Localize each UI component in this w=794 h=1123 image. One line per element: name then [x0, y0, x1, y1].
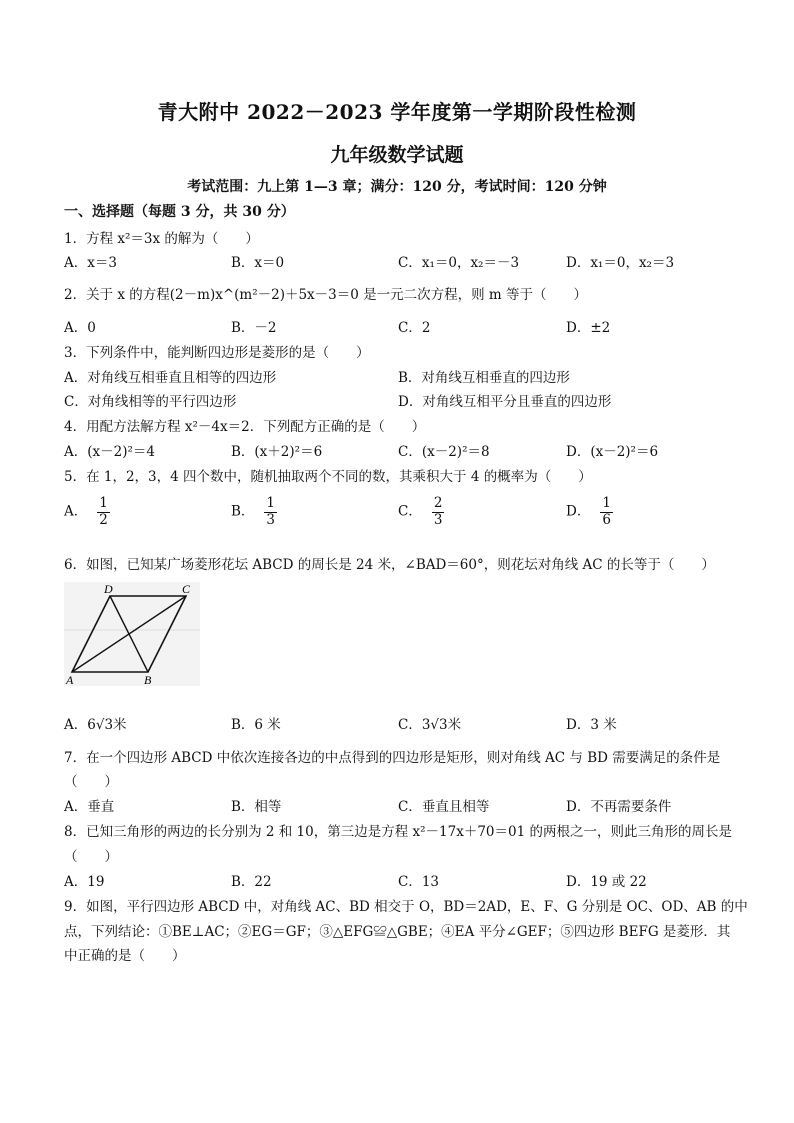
q5-d-fraction	[600, 496, 613, 528]
vertex-c-label: C	[182, 582, 191, 596]
q3-option-d: D．对角线互相平分且垂直的四边形	[398, 394, 612, 410]
question-9-line-3: 中正确的是（ ）	[64, 948, 186, 964]
q4-option-c: C．(x－2)²＝8	[398, 444, 490, 460]
q5-d-denominator: 6	[602, 511, 611, 528]
q7-option-c: C．垂直且相等	[398, 799, 490, 815]
q1-option-d: D．x₁＝0，x₂＝3	[566, 255, 675, 271]
question-9-line-1: 9．如图，平行四边形 ABCD 中，对角线 AC、BD 相交于 O，BD＝2AD，E、F、G 分别是 OC、OD、AB 的中	[64, 899, 748, 915]
q5-a-label: A．	[64, 503, 88, 520]
q5-a-denominator: 2	[99, 511, 108, 528]
q1-option-c: C．x₁＝0，x₂＝－3	[398, 255, 520, 271]
question-3: 3．下列条件中，能判断四边形是菱形的是（ ）	[64, 345, 370, 361]
vertex-b-label: B	[144, 673, 152, 686]
exam-subtitle: 九年级数学试题	[330, 144, 464, 166]
q7-option-d: D．不再需要条件	[566, 799, 672, 815]
q4-option-b: B．(x＋2)²＝6	[231, 444, 323, 460]
q6-option-b: B．6 米	[231, 717, 281, 733]
q5-b-denominator: 3	[266, 511, 276, 528]
q7-option-b: B．相等	[231, 799, 282, 815]
q7-option-a: A．垂直	[64, 799, 115, 815]
q5-a-fraction	[97, 496, 110, 528]
question-5: 5．在 1，2，3，4 四个数中，随机抽取两个不同的数，其乘积大于 4 的概率为（ ）	[64, 469, 592, 485]
q1-option-b: B．x＝0	[231, 255, 285, 271]
q3-option-b: B．对角线互相垂直的四边形	[398, 370, 570, 386]
rhombus-diagram	[64, 582, 200, 686]
q8-option-b: B．22	[231, 874, 272, 890]
q5-b-label: B．	[231, 503, 255, 520]
q3-option-a: A．对角线互相垂直且相等的四边形	[64, 370, 277, 386]
q5-c-label: C．	[398, 503, 422, 520]
question-4: 4．用配方法解方程 x²－4x＝2．下列配方正确的是（ ）	[64, 419, 426, 435]
q4-option-a: A．(x－2)²＝4	[64, 444, 155, 460]
q5-option-d	[566, 496, 613, 528]
q6-option-a: A．6√3米	[64, 717, 127, 733]
q6-option-c: C．3√3米	[398, 717, 462, 733]
q1-option-a: A．x＝3	[64, 255, 117, 271]
q6-option-d: D．3 米	[566, 717, 617, 733]
q5-c-numerator: 2	[433, 495, 443, 511]
q5-b-fraction	[264, 496, 277, 528]
q2-option-b: B．－2	[231, 320, 277, 336]
q4-option-d: D．(x－2)²＝6	[566, 444, 659, 460]
question-8-blank: （ ）	[64, 849, 118, 865]
q5-option-a	[64, 496, 110, 528]
exam-info: 考试范围：九上第 1—3 章；满分：120 分，考试时间：120 分钟	[187, 179, 607, 195]
question-7: 7．在一个四边形 ABCD 中依次连接各边的中点得到的四边形是矩形，则对角线 AC 与 BD 需要满足的条件是	[64, 750, 721, 766]
exam-title: 青大附中 2022－2023 学年度第一学期阶段性检测	[157, 100, 637, 124]
q5-d-label: D．	[566, 503, 591, 520]
q5-option-c	[398, 496, 444, 528]
q2-option-c: C．2	[398, 320, 431, 336]
q5-d-numerator: 1	[602, 495, 611, 511]
q8-option-d: D．19 或 22	[566, 874, 647, 890]
question-8: 8．已知三角形的两边的长分别为 2 和 10，第三边是方程 x²－17x＋70＝01 的两根之一，则此三角形的周长是	[64, 824, 732, 840]
question-1: 1．方程 x²＝3x 的解为（ ）	[64, 231, 259, 247]
vertex-d-label: D	[104, 582, 113, 596]
vertex-a-label: A	[66, 673, 74, 686]
q2-option-a: A．0	[64, 320, 96, 336]
diagonal-bd	[110, 596, 148, 672]
question-2: 2．关于 x 的方程(2－m)x^(m²－2)＋5x－3＝0 是一元二次方程，则 m 等于（ ）	[64, 287, 588, 303]
question-9-line-2: 点，下列结论：①BE⊥AC；②EG＝GF；③△EFG≌△GBE；④EA 平分∠GEF；⑤四边形 BEFG 是菱形．其	[64, 924, 731, 940]
q5-c-denominator: 3	[433, 511, 443, 528]
q2-option-d: D．±2	[566, 320, 611, 336]
rhombus-figure	[64, 582, 200, 686]
q5-a-numerator: 1	[99, 495, 108, 511]
q5-option-b	[231, 496, 277, 528]
section-heading: 一、选择题（每题 3 分，共 30 分）	[64, 204, 295, 220]
question-6: 6．如图，已知某广场菱形花坛 ABCD 的周长是 24 米，∠BAD＝60°，则花坛对角线 AC 的长等于（ ）	[64, 557, 715, 573]
q5-b-numerator: 1	[266, 495, 276, 511]
q8-option-c: C．13	[398, 874, 440, 890]
question-7-blank: （ ）	[64, 774, 118, 790]
q5-c-fraction	[432, 496, 445, 528]
q3-option-c: C．对角线相等的平行四边形	[64, 394, 237, 410]
q8-option-a: A．19	[64, 874, 105, 890]
